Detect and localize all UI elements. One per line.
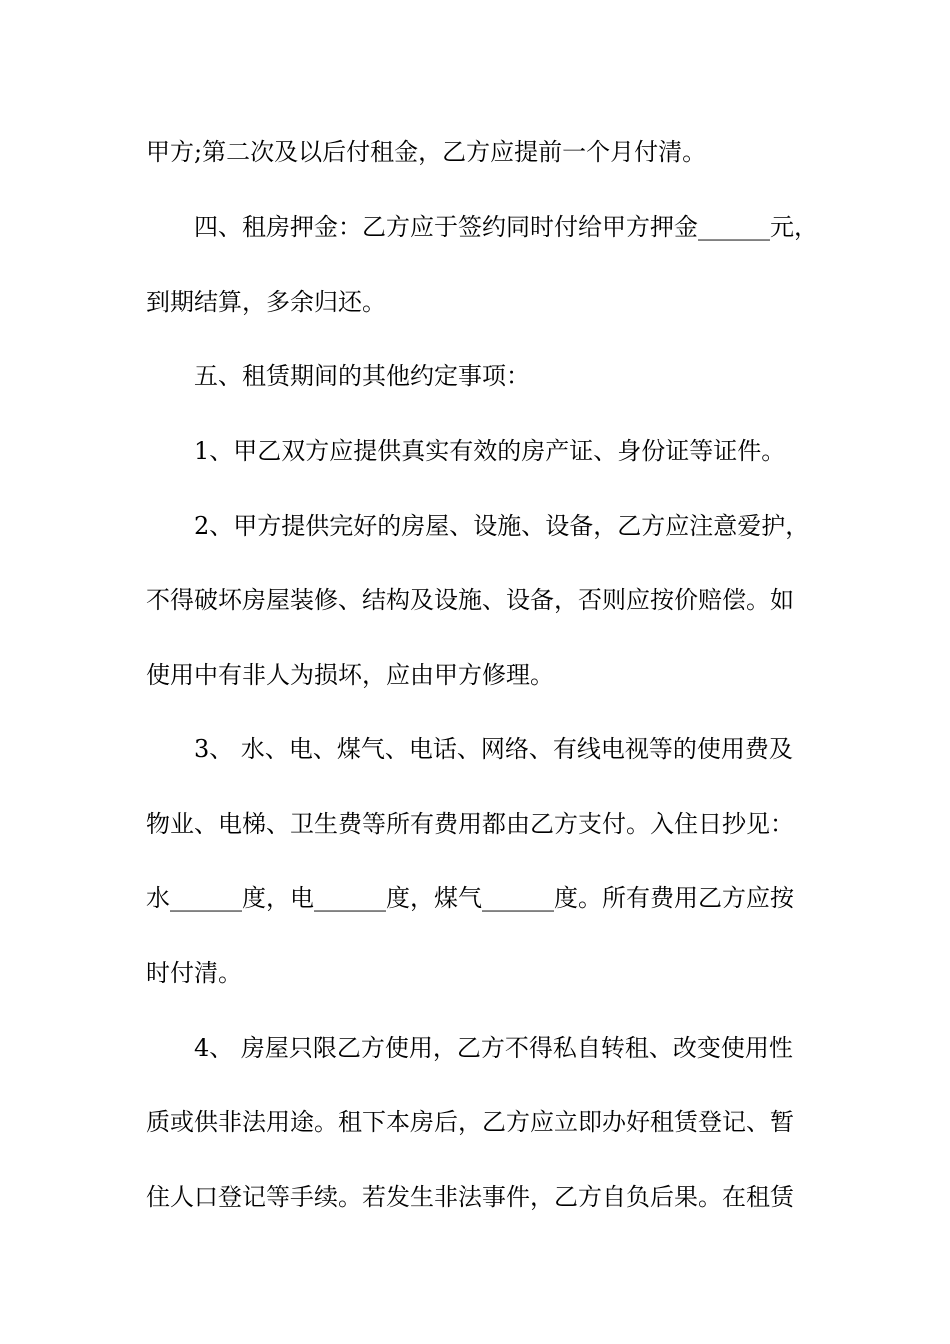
text-line: 物业、电梯、卫生费等所有费用都由乙方支付。入住日抄见：: [146, 810, 794, 838]
clause-2: 2、甲方提供完好的房屋、设施、设备，乙方应注意爱护，: [194, 512, 810, 540]
text-line: 住人口登记等手续。若发生非法事件，乙方自负后果。在租赁: [146, 1183, 794, 1211]
text-line: 使用中有非人为损坏，应由甲方修理。: [146, 661, 554, 689]
clause-1: 1、甲乙双方应提供真实有效的房产证、身份证等证件。: [194, 437, 786, 465]
text-line: 不得破坏房屋装修、结构及设施、设备，否则应按价赔偿。如: [146, 586, 794, 614]
text-line: 质或供非法用途。租下本房后，乙方应立即办好租赁登记、暂: [146, 1108, 794, 1136]
text-line: 水______度，电______度，煤气______度。所有费用乙方应按: [146, 884, 794, 912]
clause-3: 3、 水、电、煤气、电话、网络、有线电视等的使用费及: [194, 735, 793, 763]
section-heading: 五、租赁期间的其他约定事项：: [194, 362, 530, 390]
paragraph-deposit: 四、租房押金：乙方应于签约同时付给甲方押金______元，: [194, 213, 818, 241]
text-line: 到期结算，多余归还。: [146, 288, 386, 316]
text-line: 甲方;第二次及以后付租金，乙方应提前一个月付清。: [146, 138, 707, 166]
clause-4: 4、 房屋只限乙方使用，乙方不得私自转租、改变使用性: [194, 1034, 793, 1062]
text-line: 时付清。: [146, 959, 242, 987]
